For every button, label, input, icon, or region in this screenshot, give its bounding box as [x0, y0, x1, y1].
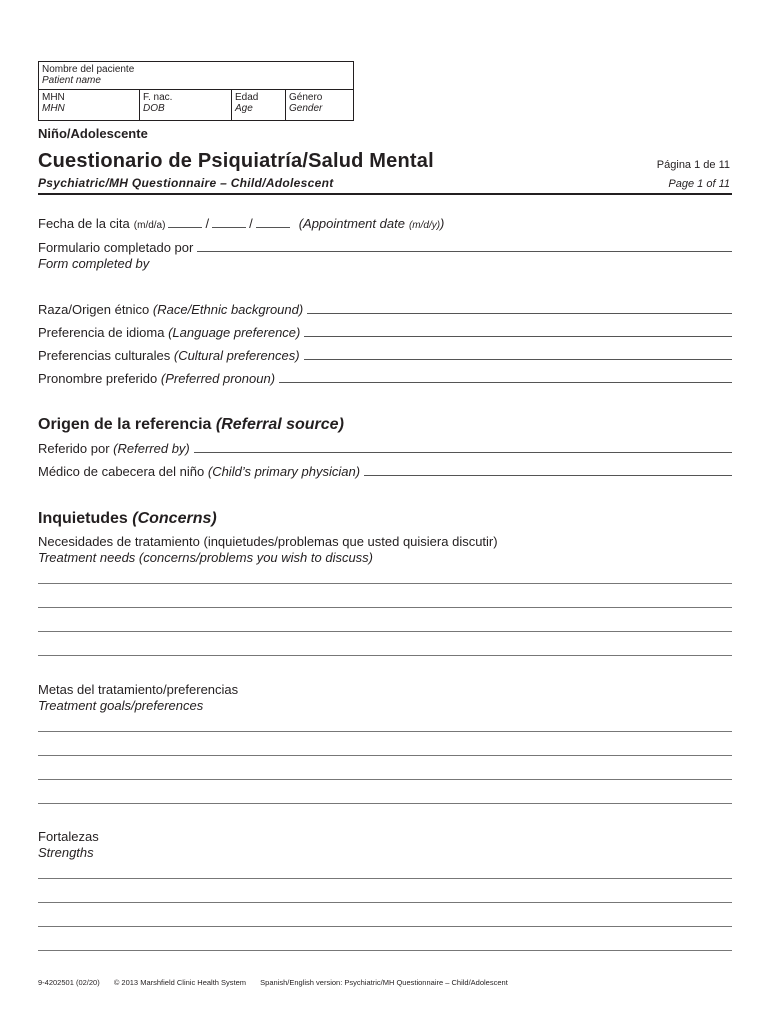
treatment-needs-line[interactable]	[38, 607, 732, 608]
pronoun-label-en: (Preferred pronoun)	[160, 371, 276, 386]
header-divider	[38, 193, 732, 195]
appointment-format: (m/d/a)	[133, 220, 166, 231]
pronoun-row	[38, 371, 732, 386]
goals-line[interactable]	[38, 803, 732, 804]
goals-label-en: Treatment goals/preferences	[38, 698, 204, 713]
treatment-needs-label-en: Treatment needs (concerns/problems you wish to discuss)	[38, 550, 374, 565]
referral-heading-en: (Referral source)	[215, 416, 344, 433]
version-note: Spanish/English version: Psychiatric/MH Questionnaire – Child/Adolescent	[260, 978, 508, 987]
dob-label-en: DOB	[143, 103, 165, 114]
concerns-heading	[38, 510, 217, 528]
strengths-line[interactable]	[38, 902, 732, 903]
appointment-label-en: (Appointment date	[298, 216, 405, 231]
cultural-label-en: (Cultural preferences)	[173, 348, 300, 363]
age-field[interactable]	[231, 90, 285, 121]
strengths-line[interactable]	[38, 926, 732, 927]
copyright: © 2013 Marshfield Clinic Health System	[113, 978, 247, 987]
physician-input[interactable]	[364, 474, 732, 476]
goals-line[interactable]	[38, 779, 732, 780]
language-label: Preferencia de idioma	[38, 325, 165, 340]
page-title: Cuestionario de Psiquiatría/Salud Mental	[38, 150, 434, 172]
appointment-label: Fecha de la cita	[38, 216, 130, 231]
appointment-month-input[interactable]	[168, 226, 202, 228]
section-tag: Niño/Adolescente	[38, 126, 148, 141]
treatment-needs-label: Necesidades de tratamiento (inquietudes/problemas que usted quisiera discutir)	[38, 534, 498, 549]
age-label: Edad	[235, 92, 259, 103]
strengths-line[interactable]	[38, 950, 732, 951]
strengths-label-en: Strengths	[38, 845, 94, 860]
race-label: Raza/Origen étnico	[38, 302, 150, 317]
physician-label: Médico de cabecera del niño	[38, 464, 205, 479]
referred-by-label-en: (Referred by)	[113, 441, 190, 456]
page-number: Página 1 de 11	[656, 159, 730, 171]
completed-by-label-en: Form completed by	[38, 256, 150, 271]
language-input[interactable]	[304, 335, 732, 337]
gender-label: Género	[289, 92, 323, 103]
referred-by-input[interactable]	[194, 451, 732, 453]
page-subtitle: Psychiatric/MH Questionnaire – Child/Adolescent	[38, 176, 334, 190]
race-label-en: (Race/Ethnic background)	[152, 302, 304, 317]
referral-heading	[38, 416, 344, 434]
appointment-day-input[interactable]	[212, 226, 246, 228]
physician-row	[38, 464, 732, 479]
cultural-label: Preferencias culturales	[38, 348, 171, 363]
gender-label-en: Gender	[289, 103, 323, 114]
form-code: 9-4202501 (02/20)	[38, 978, 100, 987]
mhn-label-en: MHN	[42, 103, 65, 114]
completed-by-input[interactable]	[197, 250, 732, 252]
mhn-label: MHN	[42, 92, 65, 103]
concerns-heading-es: Inquietudes	[38, 510, 128, 527]
completed-by-label: Formulario completado por	[38, 240, 194, 255]
pronoun-input[interactable]	[279, 381, 732, 383]
dob-field[interactable]	[139, 90, 231, 121]
referred-by-row	[38, 441, 732, 456]
strengths-line[interactable]	[38, 878, 732, 879]
mhn-field[interactable]	[39, 90, 139, 121]
patient-name-label: Nombre del paciente	[42, 64, 135, 75]
race-row	[38, 302, 732, 317]
language-label-en: (Language preference)	[168, 325, 301, 340]
goals-line[interactable]	[38, 755, 732, 756]
physician-label-en: (Child’s primary physician)	[207, 464, 361, 479]
patient-name-label-en: Patient name	[42, 75, 101, 86]
pronoun-label: Pronombre preferido	[38, 371, 158, 386]
appointment-year-input[interactable]	[256, 226, 290, 228]
age-label-en: Age	[235, 103, 253, 114]
cultural-input[interactable]	[304, 358, 732, 360]
date-separator: /	[249, 216, 253, 231]
referred-by-label: Referido por	[38, 441, 110, 456]
page-number-en: Page 1 of 11	[668, 178, 730, 190]
race-input[interactable]	[307, 312, 732, 314]
appointment-format-en: (m/d/y)	[408, 220, 441, 231]
page-footer	[38, 978, 520, 987]
treatment-needs-line[interactable]	[38, 583, 732, 584]
patient-info-box	[38, 61, 354, 121]
goals-label: Metas del tratamiento/preferencias	[38, 682, 239, 697]
concerns-heading-en: (Concerns)	[132, 510, 217, 527]
strengths-label: Fortalezas	[38, 829, 99, 844]
language-row	[38, 325, 732, 340]
gender-field[interactable]	[285, 90, 353, 121]
cultural-row	[38, 348, 732, 363]
date-separator: /	[205, 216, 210, 231]
dob-label: F. nac.	[143, 92, 173, 103]
referral-heading-es: Origen de la referencia	[38, 416, 212, 433]
appointment-close: )	[440, 216, 445, 231]
goals-line[interactable]	[38, 731, 732, 732]
patient-name-field[interactable]	[39, 62, 353, 90]
treatment-needs-line[interactable]	[38, 631, 732, 632]
completed-by-row	[38, 240, 732, 255]
appointment-date-row	[38, 216, 732, 231]
treatment-needs-line[interactable]	[38, 655, 732, 656]
